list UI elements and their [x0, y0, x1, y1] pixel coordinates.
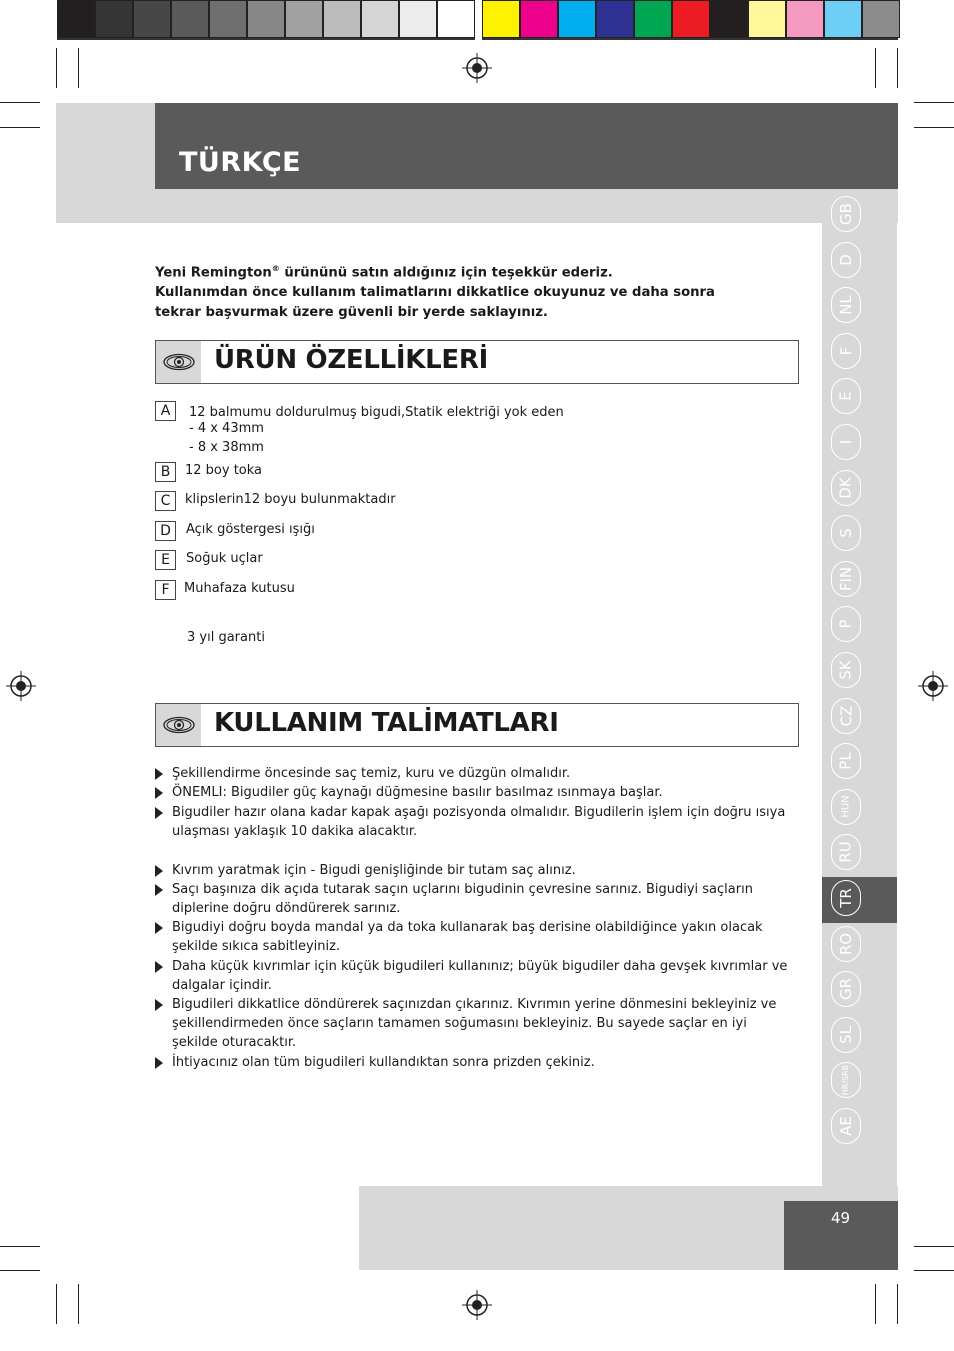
language-tab-ro[interactable] — [831, 926, 861, 962]
gray-swatch — [209, 0, 247, 38]
bullet-arrow-icon — [155, 884, 163, 896]
language-tab-label: F — [836, 346, 855, 356]
bullet-arrow-icon — [155, 865, 163, 877]
bullet-arrow-icon — [155, 1057, 163, 1069]
intro-line2: Kullanımdan önce kullanım talimatlarını dikkatlice okuyunuz ve daha sonra — [155, 285, 715, 301]
eye-icon — [162, 715, 196, 735]
feature-text: Muhafaza kutusu — [184, 581, 295, 596]
registration-mark-icon — [462, 1290, 492, 1320]
intro-line1: ürününü satın aldığınız için teşekkür ederiz. — [279, 265, 613, 281]
language-tab-dk[interactable] — [831, 470, 861, 506]
feature-letter: F — [155, 580, 176, 600]
instruction-text: Bigudileri dikkatlice döndürerek saçınızdan çıkarınız. Kıvrımın yerine dönmesini bekleyiniz ve şekillendirmeden önce saçların tamamen soğumasını bekleyiniz. Bu sayede saçlar en iyi şekilde oturacaktır. — [172, 997, 777, 1051]
color-swatch — [558, 0, 596, 38]
bullet-arrow-icon — [155, 961, 163, 973]
language-tab-label: D — [837, 253, 855, 266]
features-title: ÜRÜN ÖZELLİKLERİ — [214, 345, 488, 375]
language-tab-label: RU — [837, 841, 855, 864]
crop-mark — [897, 1284, 898, 1324]
language-tab-cz[interactable] — [831, 698, 861, 734]
crop-mark — [0, 1270, 40, 1271]
instruction-text: Bigudiler hazır olana kadar kapak aşağı pozisyonda olmalıdır. Bigudilerin işlem için doğru ısıya ulaşması yaklaşık 10 dakika alacaktır. — [172, 805, 786, 840]
crop-mark — [0, 102, 40, 103]
language-tab-label: GR — [836, 978, 855, 1001]
instruction-text: Saçı başınıza dik açıda tutarak saçın uçlarını bigudinin çevresine sarınız. Bigudiyi saçların diplerine doğru döndürerek sarınız. — [172, 882, 753, 917]
gray-swatch — [171, 0, 209, 38]
color-swatch — [596, 0, 634, 38]
crop-mark — [914, 127, 954, 128]
language-tab-label: SL — [836, 1025, 855, 1044]
feature-text: 12 balmumu doldurulmuş bigudi,Statik elektriği yok eden — [189, 405, 564, 420]
feature-sub-item: - 8 x 38mm — [189, 440, 264, 455]
bullet-arrow-icon — [155, 922, 163, 934]
feature-letter: A — [155, 401, 176, 421]
language-tab-ru[interactable] — [831, 834, 861, 870]
registration-mark-icon — [918, 671, 948, 701]
page-number-box — [784, 1201, 898, 1270]
language-tab-label: I — [837, 439, 855, 445]
language-tab-nl[interactable] — [831, 287, 861, 323]
crop-mark — [0, 127, 40, 128]
intro-line3: tekrar başvurmak üzere güvenli bir yerde saklayınız. — [155, 305, 548, 321]
instruction-text: Daha küçük kıvrımlar için küçük bigudileri kullanınız; büyük bigudiler daha gevşek kıvrımlar ve dalgalar içindir. — [172, 959, 788, 994]
page-title: TÜRKÇE — [179, 147, 302, 178]
instruction-text: Kıvrım yaratmak için - Bigudi genişliğinde bir tutam saç alınız. — [172, 863, 576, 878]
gray-swatches — [57, 0, 475, 40]
language-tab-label: P — [836, 619, 855, 629]
eye-icon — [162, 352, 196, 372]
gray-swatch — [285, 0, 323, 38]
language-tab-gr[interactable] — [831, 971, 861, 1007]
bullet-arrow-icon — [155, 787, 163, 799]
crop-mark — [897, 48, 898, 88]
feature-letter: E — [155, 550, 176, 570]
language-tab-label: SK — [836, 660, 855, 680]
language-tab-label: GB — [836, 203, 855, 225]
gray-swatch — [57, 0, 95, 38]
color-swatch — [482, 0, 520, 38]
color-swatch — [634, 0, 672, 38]
title-band — [155, 103, 898, 189]
crop-mark — [78, 48, 79, 88]
language-tab-ae[interactable] — [831, 1108, 861, 1144]
language-tab-label: DK — [836, 476, 855, 499]
intro-text — [155, 259, 795, 323]
registered-mark: ® — [271, 264, 280, 273]
language-tab-p[interactable] — [831, 606, 861, 642]
language-tab-hr-srb[interactable] — [831, 1062, 861, 1098]
color-swatches — [482, 0, 900, 40]
instruction-text: Şekillendirme öncesinde saç temiz, kuru ve düzgün olmalıdır. — [172, 766, 571, 781]
crop-mark — [56, 48, 57, 88]
language-tab-label: RO — [836, 932, 855, 955]
color-swatch — [862, 0, 900, 38]
page-number: 49 — [831, 1209, 851, 1227]
language-tab-label: AE — [837, 1116, 855, 1136]
language-tab-gb[interactable] — [831, 196, 861, 232]
crop-mark — [875, 48, 876, 88]
language-tab-tr[interactable] — [831, 880, 861, 916]
gray-swatch — [247, 0, 285, 38]
crop-mark — [78, 1284, 79, 1324]
instruction-text: Bigudiyi doğru boyda mandal ya da toka kullanarak baş derisine olabildiğince yakın olacak şekilde sıkıca sabitleyiniz. — [172, 920, 763, 955]
language-tab-label: TR — [837, 888, 855, 908]
language-tab-label: HUN — [840, 795, 852, 818]
gray-swatch — [133, 0, 171, 38]
color-swatch — [672, 0, 710, 38]
instruction-text: ÖNEMLI: Bigudiler güç kaynağı düğmesine basılır basılmaz ısınmaya başlar. — [172, 785, 663, 800]
warranty-text: 3 yıl garanti — [187, 630, 265, 645]
eye-icon-box — [156, 704, 201, 746]
feature-text: klipslerin12 boyu bulunmaktadır — [185, 492, 396, 507]
instructions-title: KULLANIM TALİMATLARI — [214, 708, 559, 738]
crop-mark — [56, 1284, 57, 1324]
color-swatch — [824, 0, 862, 38]
features-section-header — [155, 340, 799, 384]
language-tab-hun[interactable] — [831, 789, 861, 825]
intro-brand: Yeni Remington — [155, 265, 272, 281]
gray-swatch — [95, 0, 133, 38]
language-tab-label: HR/SRB — [841, 1065, 850, 1096]
language-tab-sl[interactable] — [831, 1017, 861, 1053]
language-tab-e[interactable] — [831, 378, 861, 414]
language-tab-label: PL — [837, 752, 855, 770]
language-tab-label: E — [836, 391, 855, 402]
feature-sub-item: - 4 x 43mm — [189, 421, 264, 436]
gray-swatch — [399, 0, 437, 38]
feature-letter: C — [155, 491, 176, 511]
color-swatch — [520, 0, 558, 38]
bullet-arrow-icon — [155, 999, 163, 1011]
feature-letter: D — [155, 521, 176, 541]
language-tab-d[interactable] — [831, 242, 861, 278]
color-swatch — [786, 0, 824, 38]
crop-mark — [914, 102, 954, 103]
crop-mark — [875, 1284, 876, 1324]
crop-mark — [0, 1246, 40, 1247]
language-tab-i[interactable] — [831, 424, 861, 460]
crop-mark — [914, 1270, 954, 1271]
language-tab-fin[interactable] — [831, 561, 861, 597]
language-tab-label: S — [837, 528, 855, 538]
crop-mark — [914, 1246, 954, 1247]
feature-text: Soğuk uçlar — [186, 551, 263, 566]
language-tab-pl[interactable] — [831, 743, 861, 779]
bullet-arrow-icon — [155, 807, 163, 819]
feature-text: 12 boy toka — [185, 463, 263, 478]
registration-mark-icon — [6, 671, 36, 701]
eye-icon-box — [156, 341, 201, 383]
instructions-section-header — [155, 703, 799, 747]
language-tab-s[interactable] — [831, 515, 861, 551]
registration-mark-icon — [462, 53, 492, 83]
language-tab-f[interactable] — [831, 333, 861, 369]
color-swatch — [748, 0, 786, 38]
language-tab-label: FIN — [837, 566, 855, 591]
feature-letter: B — [155, 462, 176, 482]
language-tab-label: NL — [836, 295, 855, 315]
feature-text: Açık göstergesi ışığı — [186, 522, 315, 537]
gray-swatch — [323, 0, 361, 38]
gray-swatch — [437, 0, 475, 38]
language-tab-label: CZ — [837, 705, 855, 726]
gray-swatch — [361, 0, 399, 38]
instruction-text: İhtiyacınız olan tüm bigudileri kullandıktan sonra prizden çekiniz. — [172, 1055, 595, 1070]
language-tab-sk[interactable] — [831, 652, 861, 688]
color-swatch — [710, 0, 748, 38]
bullet-arrow-icon — [155, 768, 163, 780]
